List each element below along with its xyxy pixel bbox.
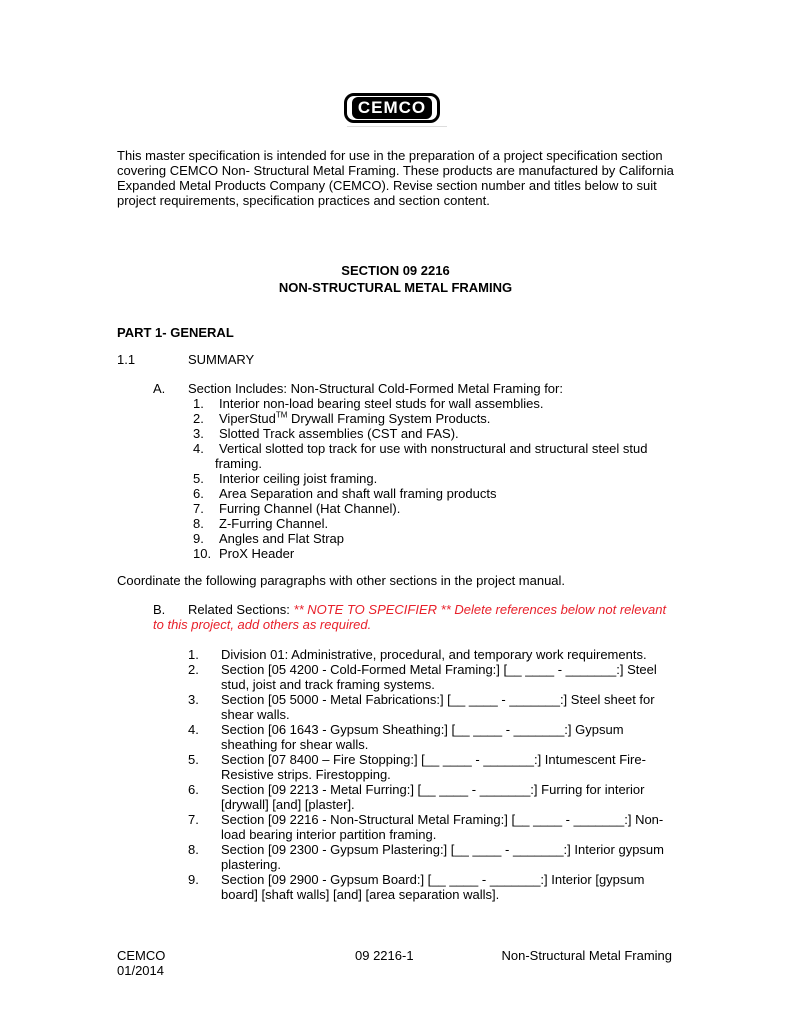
- list-item-number: 8.: [188, 842, 199, 857]
- list-item-number: 5.: [193, 471, 204, 486]
- paragraph-b-label: B.: [153, 602, 166, 617]
- list-item-number: 6.: [193, 486, 204, 501]
- list-item: [193, 531, 663, 546]
- list-item: [193, 516, 663, 531]
- list-item-line: Section [09 2900 - Gypsum Board:] [__ ____ - _______:] Interior [gypsum: [221, 872, 645, 887]
- list-item-number: 3.: [188, 692, 199, 707]
- list-item: [188, 812, 668, 842]
- list-item-text: [188, 692, 668, 707]
- coordinate-paragraph: Coordinate the following paragraphs with other sections in the project manual.: [117, 573, 566, 588]
- article-title: SUMMARY: [188, 352, 255, 367]
- list-item: [193, 396, 663, 411]
- footer-page-number: 09 2216-1: [355, 948, 414, 963]
- trademark-sup: TM: [275, 410, 288, 420]
- list-item-continuation: sheathing for shear walls.: [221, 737, 369, 752]
- list-item: [188, 752, 668, 782]
- list-item: [193, 426, 663, 441]
- list-item-continuation: plastering.: [221, 857, 281, 872]
- list-item-text: [193, 531, 663, 546]
- list-item: [193, 501, 663, 516]
- list-item-number: 1.: [193, 396, 204, 411]
- list-item-line: Section [05 4200 - Cold-Formed Metal Framing:] [__ ____ - _______:] Steel: [221, 662, 657, 677]
- list-item-continuation: Resistive strips. Firestopping.: [221, 767, 391, 782]
- list-item-text: [188, 872, 668, 887]
- list-item-number: 9.: [193, 531, 204, 546]
- list-item-line: Z-Furring Channel.: [219, 516, 329, 531]
- list-item: [193, 441, 663, 471]
- list-item: [188, 782, 668, 812]
- list-item-text: [188, 662, 668, 677]
- list-item-line: ProX Header: [219, 546, 295, 561]
- list-item: [193, 471, 663, 486]
- list-item-number: 8.: [193, 516, 204, 531]
- includes-list: [193, 396, 663, 561]
- intro-paragraph: This master specification is intended for use in the preparation of a project specification section covering CEMCO Non- Structural Metal Framing. These products are manufactured by California Expanded Metal Products Company (CEMCO). Revise section number and titles below to suit project requirements, specification practices and section content.: [117, 148, 674, 208]
- paragraph-b-line1: [188, 602, 666, 617]
- part-heading: PART 1- GENERAL: [117, 325, 234, 340]
- list-item-continuation: [drywall] [and] [plaster].: [221, 797, 355, 812]
- specifier-note: ** NOTE TO SPECIFIER ** Delete references below not relevant: [293, 602, 667, 617]
- list-item-number: 9.: [188, 872, 199, 887]
- list-item-text: [188, 842, 668, 857]
- list-item: [193, 546, 663, 561]
- list-item-line: Section [07 8400 – Fire Stopping:] [__ ____ - _______:] Intumescent Fire-: [221, 752, 646, 767]
- list-item-text: [188, 782, 668, 797]
- list-item-text: [193, 396, 663, 411]
- list-item-line: Division 01: Administrative, procedural, and temporary work requirements.: [221, 647, 647, 662]
- list-item-continuation: load bearing interior partition framing.: [221, 827, 437, 842]
- list-item-line: Section [09 2213 - Metal Furring:] [__ ____ - _______:] Furring for interior: [221, 782, 645, 797]
- related-sections-list: [188, 647, 668, 902]
- list-item-text: [188, 722, 668, 737]
- list-item-number: 4.: [193, 441, 204, 456]
- footer-title: Non-Structural Metal Framing: [501, 948, 672, 963]
- list-item-text: [188, 812, 668, 827]
- list-item-line: Vertical slotted top track for use with nonstructural and structural steel stud: [219, 441, 648, 456]
- list-item-line: Section [09 2216 - Non-Structural Metal Framing:] [__ ____ - _______:] Non-: [221, 812, 664, 827]
- list-item-line: Area Separation and shaft wall framing products: [219, 486, 497, 501]
- footer-date: 01/2014: [117, 963, 164, 978]
- list-item-line: Slotted Track assemblies (CST and FAS).: [219, 426, 459, 441]
- list-item-line: Angles and Flat Strap: [219, 531, 345, 546]
- list-item-continuation: stud, joist and track framing systems.: [221, 677, 435, 692]
- paragraph-a-label: A.: [153, 381, 166, 396]
- list-item-line: Section [05 5000 - Metal Fabrications:] [__ ____ - _______:] Steel sheet for: [221, 692, 655, 707]
- footer-company: CEMCO: [117, 948, 166, 963]
- list-item: [188, 722, 668, 752]
- list-item-line: Interior non-load bearing steel studs for wall assemblies.: [219, 396, 544, 411]
- list-item-number: 10.: [193, 546, 212, 561]
- list-item-line: Furring Channel (Hat Channel).: [219, 501, 401, 516]
- list-item: [188, 842, 668, 872]
- list-item-continuation: board] [shaft walls] [and] [area separation walls].: [221, 887, 500, 902]
- paragraph-b-text: Related Sections:: [188, 602, 294, 617]
- list-item-line: Drywall Framing System Products.: [287, 411, 491, 426]
- list-item: [193, 486, 663, 501]
- list-item: [188, 662, 668, 692]
- list-item-text: [193, 426, 663, 441]
- list-item-number: 2.: [193, 411, 204, 426]
- list-item-text: [188, 647, 668, 662]
- list-item: [188, 647, 668, 662]
- article-number: 1.1: [117, 352, 136, 367]
- list-item-line: Section [06 1643 - Gypsum Sheathing:] [__ ____ - _______:] Gypsum: [221, 722, 624, 737]
- list-item-line: ViperStud: [219, 411, 276, 426]
- section-number: SECTION 09 2216: [341, 263, 450, 278]
- list-item-text: [193, 411, 663, 426]
- cemco-logo: CEMCO: [344, 93, 444, 127]
- list-item-number: 3.: [193, 426, 204, 441]
- list-item-number: 2.: [188, 662, 199, 677]
- list-item-continuation: shear walls.: [221, 707, 290, 722]
- section-title: NON-STRUCTURAL METAL FRAMING: [278, 280, 513, 295]
- list-item-text: [193, 501, 663, 516]
- list-item-number: 7.: [193, 501, 204, 516]
- list-item-number: 6.: [188, 782, 199, 797]
- list-item-line: Section [09 2300 - Gypsum Plastering:] [__ ____ - _______:] Interior gypsum: [221, 842, 664, 857]
- list-item-text: [193, 441, 663, 456]
- specifier-note-continued: to this project, add others as required.: [153, 617, 372, 632]
- list-item-number: 1.: [188, 647, 199, 662]
- list-item: [193, 411, 663, 426]
- list-item-number: 5.: [188, 752, 199, 767]
- list-item-text: [193, 486, 663, 501]
- list-item: [188, 692, 668, 722]
- list-item-text: [193, 516, 663, 531]
- list-item-text: [193, 471, 663, 486]
- list-item-number: 7.: [188, 812, 199, 827]
- list-item-continuation: framing.: [215, 456, 262, 471]
- list-item: [188, 872, 668, 902]
- list-item-line: Interior ceiling joist framing.: [219, 471, 378, 486]
- list-item-text: [188, 752, 668, 767]
- paragraph-a-text: Section Includes: Non-Structural Cold-Formed Metal Framing for:: [188, 381, 563, 396]
- list-item-number: 4.: [188, 722, 199, 737]
- list-item-text: [193, 546, 663, 561]
